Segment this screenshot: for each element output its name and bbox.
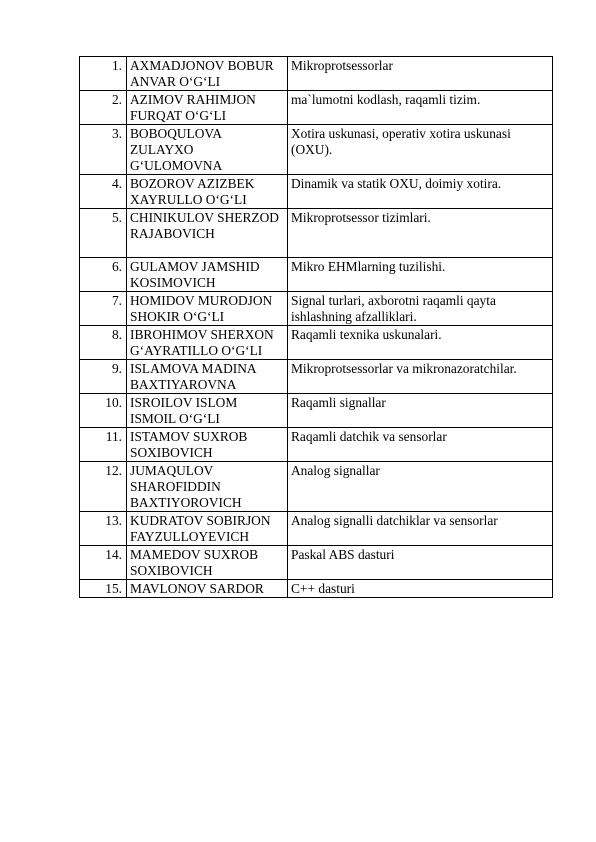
student-name: MAVLONOV SARDOR [127, 580, 288, 598]
student-name: ISROILOV ISLOM ISMOIL O‘G‘LI [127, 394, 288, 428]
table-row [80, 512, 553, 546]
student-topic-table [79, 56, 553, 598]
student-name: HOMIDOV MURODJON SHOKIR O‘G‘LI [127, 292, 288, 326]
row-number: 1. [80, 57, 127, 91]
row-number: 5. [80, 209, 127, 258]
student-name: CHINIKULOV SHERZOD RAJABOVICH [127, 209, 288, 258]
row-number: 12. [80, 462, 127, 512]
row-number: 7. [80, 292, 127, 326]
table-row [80, 57, 553, 91]
row-number: 2. [80, 91, 127, 125]
row-number: 3. [80, 125, 127, 175]
row-number: 11. [80, 428, 127, 462]
table-row [80, 326, 553, 360]
table-row [80, 580, 553, 598]
row-number: 10. [80, 394, 127, 428]
table-row [80, 175, 553, 209]
student-name: IBROHIMOV SHERXON G‘AYRATILLO O‘G‘LI [127, 326, 288, 360]
row-number: 8. [80, 326, 127, 360]
table-row [80, 292, 553, 326]
topic-title: Dinamik va statik OXU, doimiy xotira. [288, 175, 553, 209]
topic-title: Raqamli datchik va sensorlar [288, 428, 553, 462]
student-name: AZIMOV RAHIMJON FURQAT O‘G‘LI [127, 91, 288, 125]
student-name: GULAMOV JAMSHID KOSIMOVICH [127, 258, 288, 292]
table-row [80, 360, 553, 394]
topic-title: Mikroprotsessorlar [288, 57, 553, 91]
table-row [80, 394, 553, 428]
topic-title: Analog signallar [288, 462, 553, 512]
student-name: KUDRATOV SOBIRJON FAYZULLOYEVICH [127, 512, 288, 546]
topic-title: ma`lumotni kodlash, raqamli tizim. [288, 91, 553, 125]
topic-title: Analog signalli datchiklar va sensorlar [288, 512, 553, 546]
row-number: 4. [80, 175, 127, 209]
row-number: 14. [80, 546, 127, 580]
row-number: 13. [80, 512, 127, 546]
student-name: BOBOQULOVA ZULAYXO G‘ULOMOVNA [127, 125, 288, 175]
topic-title: Raqamli texnika uskunalari. [288, 326, 553, 360]
row-number: 9. [80, 360, 127, 394]
student-name: ISTAMOV SUXROB SOXIBOVICH [127, 428, 288, 462]
topic-title: C++ dasturi [288, 580, 553, 598]
student-name: JUMAQULOV SHAROFIDDIN BAXTIYOROVICH [127, 462, 288, 512]
student-name: MAMEDOV SUXROB SOXIBOVICH [127, 546, 288, 580]
topic-title: Xotira uskunasi, operativ xotira uskunasi (OXU). [288, 125, 553, 175]
table-row [80, 428, 553, 462]
topic-title: Raqamli signallar [288, 394, 553, 428]
topic-title: Mikroprotsessor tizimlari. [288, 209, 553, 258]
row-number: 6. [80, 258, 127, 292]
table-row [80, 125, 553, 175]
topic-title: Mikro EHMlarning tuzilishi. [288, 258, 553, 292]
student-name: ISLAMOVA MADINA BAXTIYAROVNA [127, 360, 288, 394]
topic-title: Mikroprotsessorlar va mikronazoratchilar. [288, 360, 553, 394]
table-row [80, 258, 553, 292]
table-row [80, 209, 553, 258]
table-row [80, 91, 553, 125]
table-row [80, 462, 553, 512]
student-name: AXMADJONOV BOBUR ANVAR O‘G‘LI [127, 57, 288, 91]
row-number: 15. [80, 580, 127, 598]
student-name: BOZOROV AZIZBEK XAYRULLO O‘G‘LI [127, 175, 288, 209]
topic-title: Paskal ABS dasturi [288, 546, 553, 580]
topic-title: Signal turlari, axborotni raqamli qayta ishlashning afzalliklari. [288, 292, 553, 326]
table-row [80, 546, 553, 580]
